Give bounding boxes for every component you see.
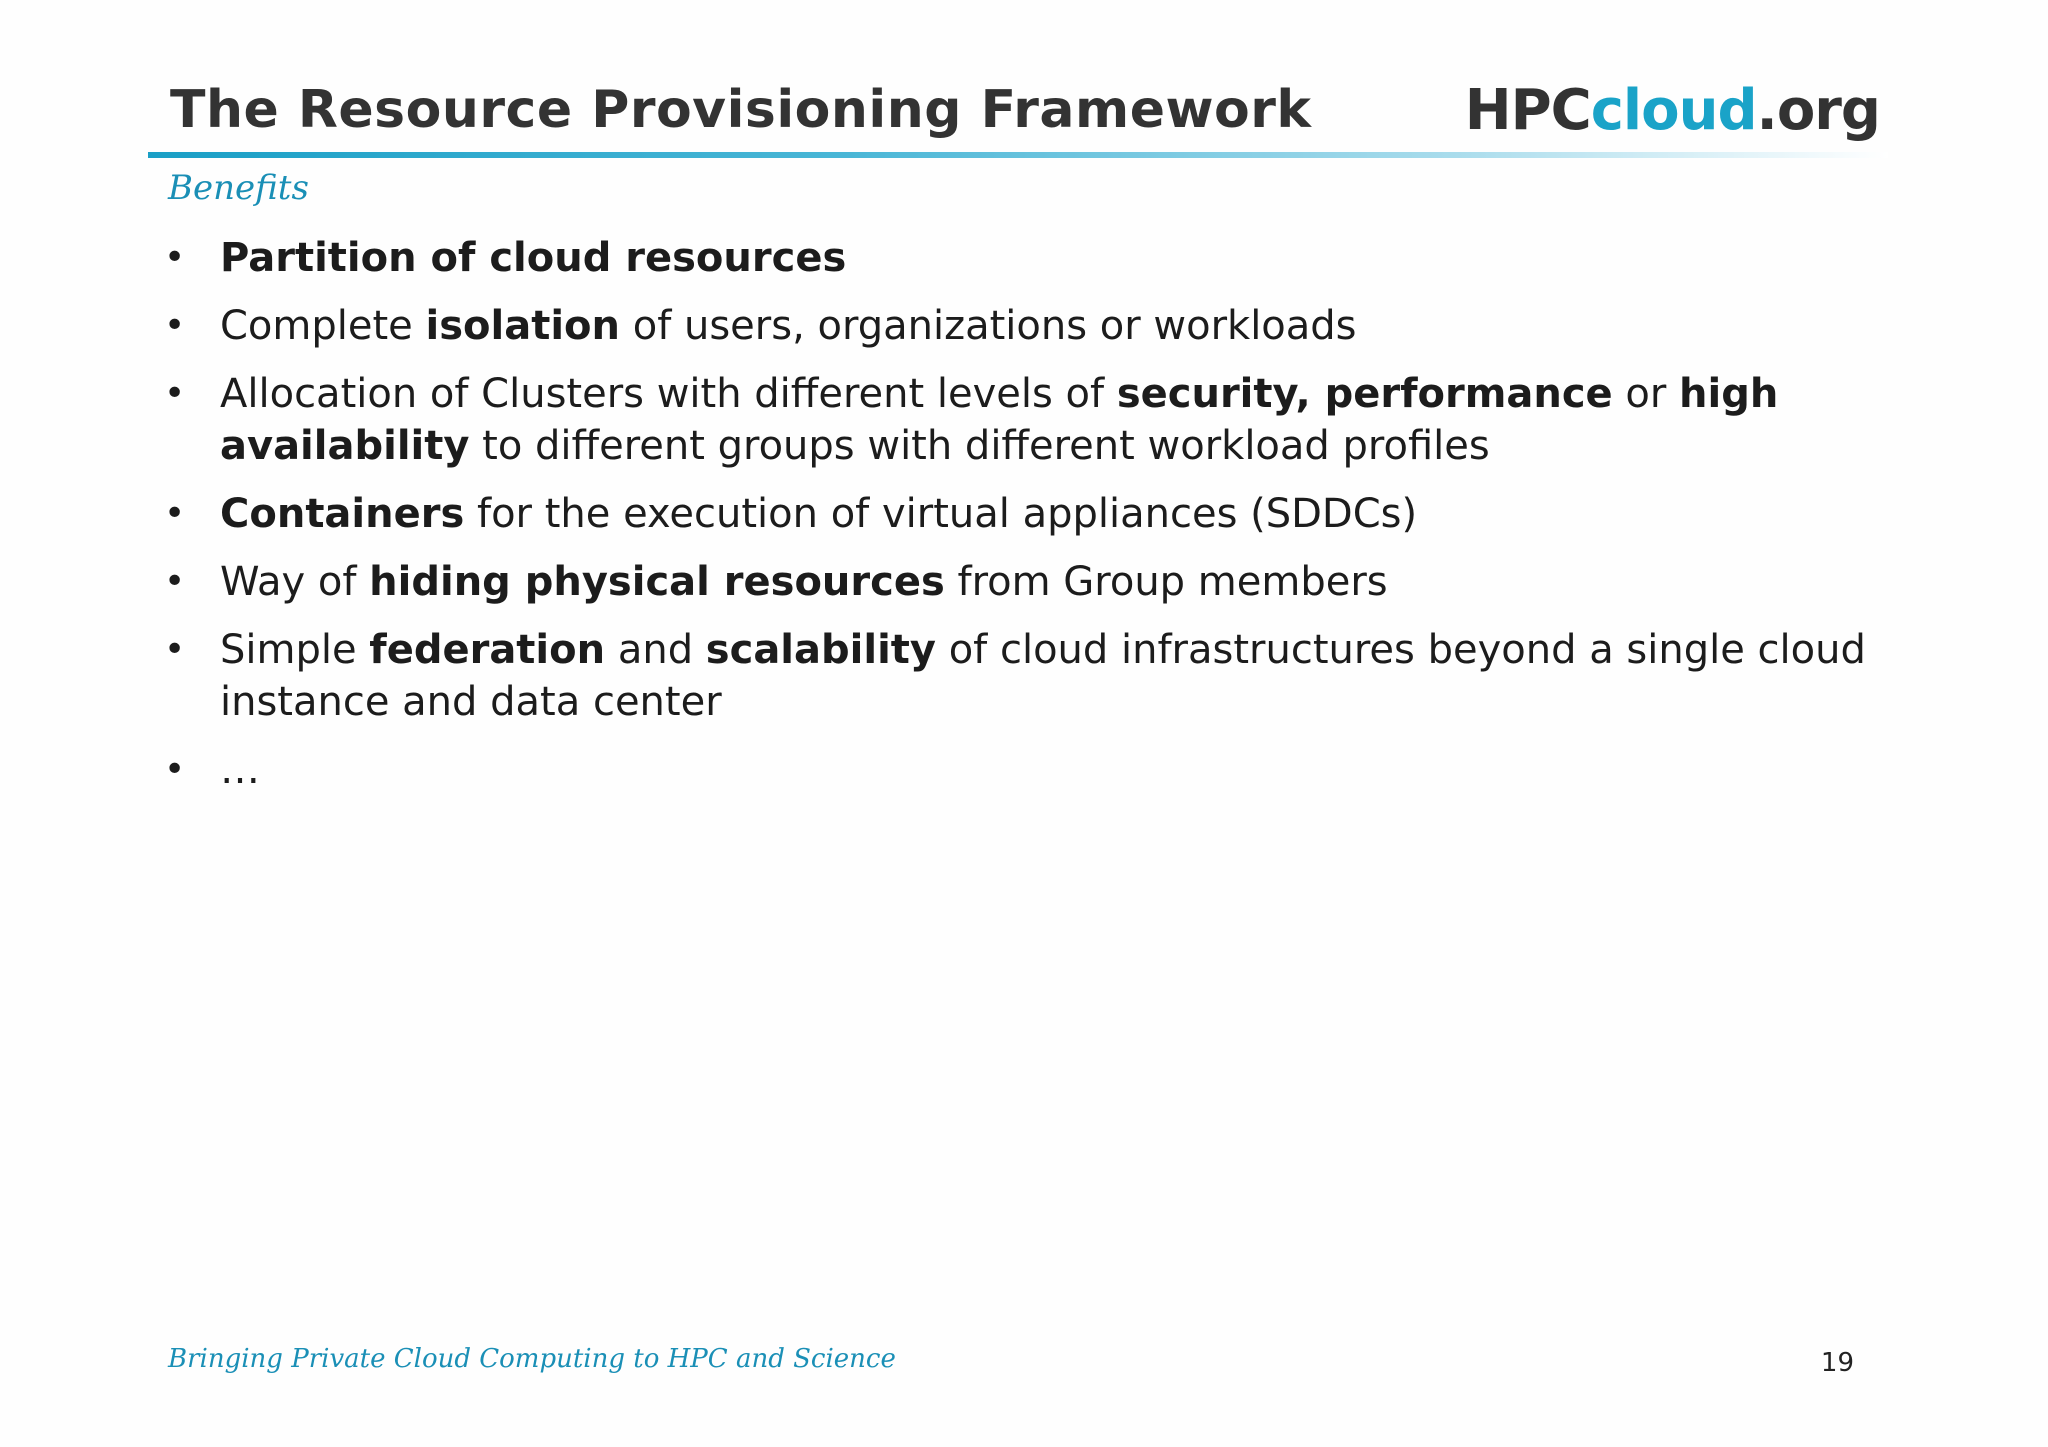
brand-logo-part-org: .org xyxy=(1756,78,1880,143)
bullet-text-bold: hiding physical resources xyxy=(369,559,945,605)
bullet-dot-icon: • xyxy=(164,305,186,346)
brand-logo xyxy=(1465,78,1880,143)
bullet-item xyxy=(160,556,1880,608)
bullet-dot-icon: • xyxy=(164,237,186,278)
bullet-text: of users, organizations or workloads xyxy=(620,303,1357,349)
bullet-item xyxy=(160,624,1880,728)
bullet-text: or xyxy=(1612,371,1680,417)
footer-tagline: Bringing Private Cloud Computing to HPC and Science xyxy=(168,1344,896,1374)
bullet-text-bold: isolation xyxy=(425,303,620,349)
bullet-text-bold: Partition of cloud resources xyxy=(220,235,847,281)
bullet-text: Simple xyxy=(220,627,370,673)
section-subtitle: Benefits xyxy=(168,168,309,208)
bullet-dot-icon: • xyxy=(164,561,186,602)
bullet-item xyxy=(160,368,1880,472)
bullet-text: of cloud infrastructures beyond a single cloud instance and data center xyxy=(220,627,1866,725)
bullet-text-bold: high availability xyxy=(220,371,1779,469)
bullet-text: … xyxy=(220,747,260,793)
bullet-text: Way of xyxy=(220,559,370,605)
bullet-item xyxy=(160,232,1880,284)
brand-logo-part-hpc: HPC xyxy=(1464,78,1591,143)
bullet-list xyxy=(160,232,1880,812)
bullet-dot-icon: • xyxy=(164,493,186,534)
bullet-text-bold: scalability xyxy=(705,627,936,673)
bullet-text: Complete xyxy=(220,303,426,349)
bullet-item xyxy=(160,488,1880,540)
bullet-item xyxy=(160,744,1880,796)
bullet-text: to different groups with different workload profiles xyxy=(469,423,1490,469)
bullet-text: from Group members xyxy=(944,559,1388,605)
bullet-text: Allocation of Clusters with different levels of xyxy=(220,371,1117,417)
slide-title: The Resource Provisioning Framework xyxy=(170,80,1312,140)
bullet-dot-icon: • xyxy=(164,373,186,414)
bullet-item xyxy=(160,300,1880,352)
bullet-text: and xyxy=(605,627,706,673)
title-divider xyxy=(148,152,1888,158)
page-number: 19 xyxy=(1820,1348,1854,1378)
bullet-dot-icon: • xyxy=(164,629,186,670)
bullet-text-bold: federation xyxy=(369,627,606,673)
bullet-text-bold: Containers xyxy=(220,491,465,537)
brand-logo-part-cloud: cloud xyxy=(1590,78,1757,143)
bullet-text: for the execution of virtual appliances (SDDCs) xyxy=(464,491,1418,537)
bullet-dot-icon: • xyxy=(164,749,186,790)
bullet-text-bold: security, performance xyxy=(1116,371,1613,417)
